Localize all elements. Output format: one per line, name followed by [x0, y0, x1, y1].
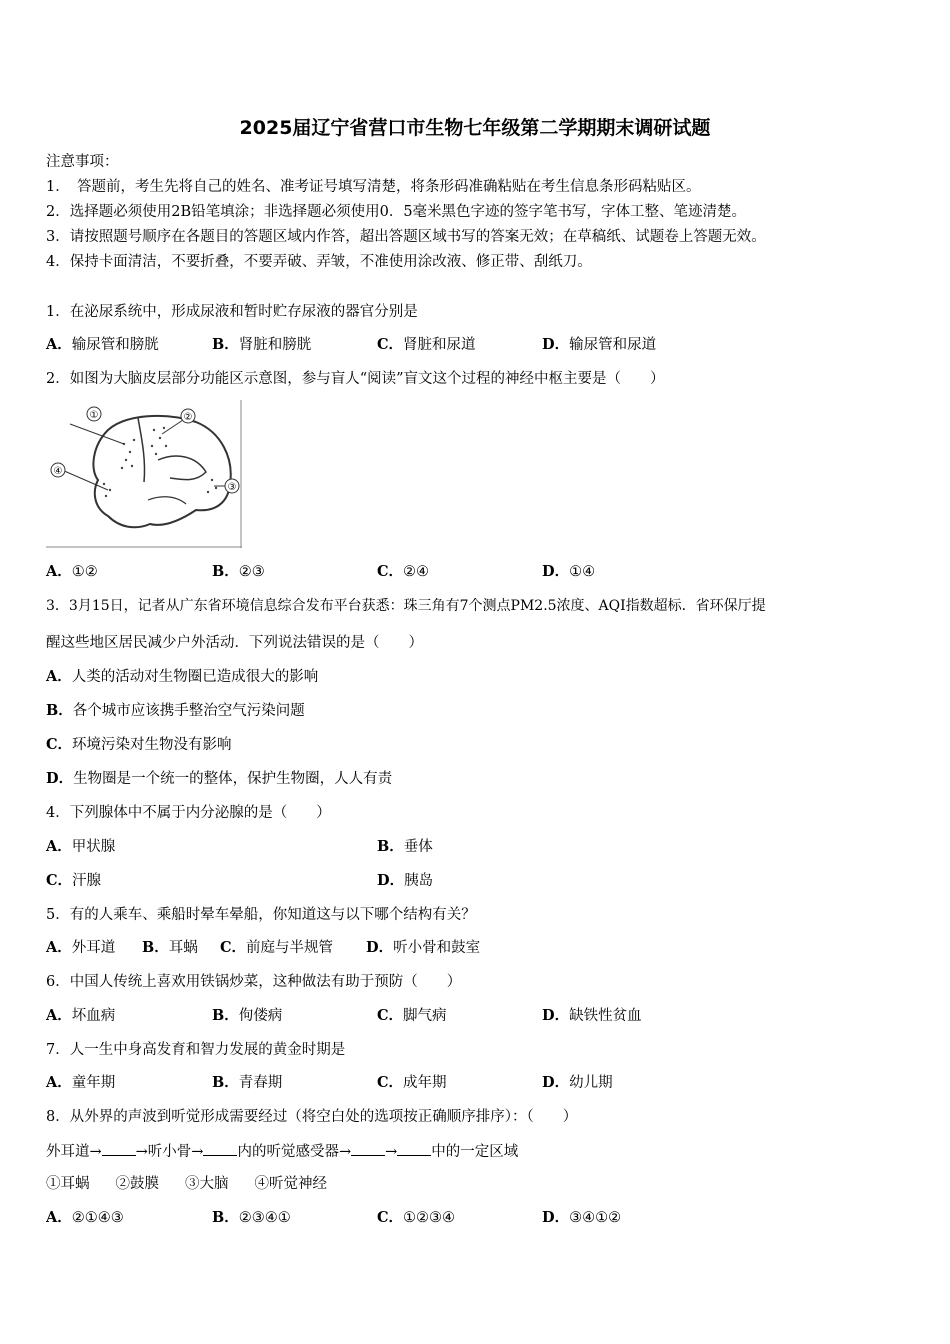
option-text: 肾脏和膀胱 — [238, 337, 312, 353]
q2-option-a[interactable] — [46, 562, 98, 582]
option-letter: A． — [46, 838, 72, 855]
option-letter: A． — [46, 1007, 72, 1024]
option-letter: A． — [46, 668, 72, 685]
q3-option-c[interactable] — [46, 735, 232, 755]
q3-stem-line-2: 醒这些地区居民减少户外活动．下列说法错误的是（ ） — [46, 635, 423, 651]
q6-option-a[interactable] — [46, 1006, 115, 1026]
option-letter: B． — [142, 939, 169, 956]
q5-option-b[interactable] — [142, 938, 198, 958]
option-text: 肾脏和尿道 — [403, 337, 476, 353]
notice-heading: 注意事项： — [46, 154, 119, 170]
option-letter: C． — [377, 1074, 404, 1091]
exam-title: 2025届辽宁省营口市生物七年级第二学期期末调研试题 — [239, 117, 711, 139]
option-letter: C． — [377, 1007, 404, 1024]
option-letter: D． — [542, 1074, 570, 1091]
option-text: 佝偻病 — [238, 1008, 283, 1024]
q4-option-b[interactable] — [377, 837, 433, 857]
option-letter: C． — [46, 872, 73, 889]
option-text: 成年期 — [403, 1075, 447, 1091]
option-text: 各个城市应该携手整治空气污染问题 — [72, 703, 305, 719]
q7-stem: 7．人一生中身高发育和智力发展的黄金时期是 — [46, 1042, 346, 1058]
q2-option-c[interactable] — [377, 562, 429, 582]
q3-option-d[interactable] — [46, 769, 392, 789]
notice-item-4: 4．保持卡面清洁，不要折叠，不要弄破、弄皱，不准使用涂改液、修正带、刮纸刀。 — [46, 254, 592, 270]
q3-option-b[interactable] — [46, 701, 305, 721]
seq-text: 中的一定区域 — [431, 1144, 519, 1160]
figure-label-4: ④ — [53, 466, 63, 477]
option-text: ②①④③ — [71, 1210, 124, 1226]
q1-option-d[interactable] — [542, 335, 656, 355]
q4-option-a[interactable] — [46, 837, 115, 857]
option-text: ②③ — [238, 564, 265, 580]
option-letter: B． — [212, 1007, 239, 1024]
option-letter: C． — [46, 736, 73, 753]
option-text: 耳蜗 — [168, 940, 198, 956]
option-text: 人类的活动对生物圈已造成很大的影响 — [71, 669, 319, 685]
q7-option-d[interactable] — [542, 1073, 613, 1093]
seq-text: 外耳道→ — [46, 1144, 102, 1160]
option-text: 前庭与半规管 — [246, 940, 334, 956]
q4-option-c[interactable] — [46, 871, 101, 891]
option-text: ③④①② — [569, 1210, 622, 1226]
option-text: 胰岛 — [404, 873, 434, 889]
q1-option-a[interactable] — [46, 335, 159, 355]
q8-stem: 8．从外界的声波到听觉形成需要经过（将空白处的选项按正确顺序排序）：（ ） — [46, 1109, 578, 1125]
option-text: ②③④① — [238, 1210, 291, 1226]
option-letter: A． — [46, 939, 72, 956]
choice-item: ④听觉神经 — [254, 1176, 327, 1192]
answer-blank[interactable] — [102, 1141, 136, 1156]
q5-option-d[interactable] — [366, 938, 480, 958]
option-letter: B． — [212, 563, 239, 580]
option-letter: A． — [46, 336, 72, 353]
q4-option-d[interactable] — [377, 871, 433, 891]
q6-stem: 6．中国人传统上喜欢用铁锅炒菜，这种做法有助于预防（ ） — [46, 974, 462, 990]
q3-stem-line-1: 3．3月15日，记者从广东省环境信息综合发布平台获悉：珠三角有7个测点PM2.5浓度、AQI指数超标．省环保厅提 — [46, 598, 766, 614]
answer-blank[interactable] — [397, 1141, 431, 1156]
q6-option-d[interactable] — [542, 1006, 642, 1026]
choice-item: ②鼓膜 — [115, 1176, 159, 1192]
option-text: ①②③④ — [403, 1210, 456, 1226]
q4-stem: 4．下列腺体中不属于内分泌腺的是（ ） — [46, 805, 331, 821]
option-text: ①② — [71, 564, 98, 580]
figure-label-1: ① — [89, 410, 99, 421]
q5-option-a[interactable] — [46, 938, 115, 958]
seq-text: 内的听觉感受器→ — [237, 1144, 352, 1160]
choice-item: ③大脑 — [185, 1176, 229, 1192]
option-text: ②④ — [403, 564, 430, 580]
q2-stem: 2．如图为大脑皮层部分功能区示意图，参与盲人“阅读”盲文这个过程的神经中枢主要是（ ） — [46, 371, 665, 387]
seq-text: →听小骨→ — [135, 1144, 204, 1160]
figure-label-3: ③ — [227, 482, 237, 493]
option-letter: D． — [46, 770, 74, 787]
q8-option-a[interactable] — [46, 1208, 124, 1228]
answer-blank[interactable] — [351, 1141, 385, 1156]
option-text: 缺铁性贫血 — [569, 1008, 642, 1024]
option-letter: B． — [212, 336, 239, 353]
q5-option-c[interactable] — [220, 938, 333, 958]
q7-option-b[interactable] — [212, 1073, 282, 1093]
option-text: ①④ — [569, 564, 596, 580]
option-text: 脚气病 — [403, 1008, 447, 1024]
seq-text: → — [385, 1144, 398, 1160]
q8-option-d[interactable] — [542, 1208, 621, 1228]
option-letter: B． — [377, 838, 404, 855]
option-text: 青春期 — [238, 1075, 283, 1091]
option-letter: D． — [542, 1209, 570, 1226]
q2-option-b[interactable] — [212, 562, 265, 582]
notice-item-2: 2．选择题必须使用2B铅笔填涂；非选择题必须使用0．5毫米黑色字迹的签字笔书写，字体工整、笔迹清楚。 — [46, 204, 747, 220]
q1-option-b[interactable] — [212, 335, 311, 355]
option-text: 外耳道 — [71, 940, 116, 956]
q1-option-c[interactable] — [377, 335, 476, 355]
option-text: 环境污染对生物没有影响 — [72, 737, 232, 753]
option-text: 垂体 — [403, 839, 433, 855]
option-text: 甲状腺 — [71, 839, 116, 855]
option-letter: C． — [220, 939, 247, 956]
option-text: 汗腺 — [72, 873, 102, 889]
option-text: 幼儿期 — [569, 1075, 613, 1091]
option-letter: C． — [377, 336, 404, 353]
q8-option-c[interactable] — [377, 1208, 455, 1228]
q7-option-c[interactable] — [377, 1073, 447, 1093]
q8-sequence — [46, 1141, 518, 1162]
figure-label-2: ② — [183, 412, 193, 423]
option-letter: D． — [542, 336, 570, 353]
option-letter: A． — [46, 563, 72, 580]
q8-option-b[interactable] — [212, 1208, 291, 1228]
q1-stem: 1．在泌尿系统中，形成尿液和暂时贮存尿液的器官分别是 — [46, 304, 418, 320]
option-text: 坏血病 — [71, 1008, 116, 1024]
q3-option-a[interactable] — [46, 667, 318, 687]
option-text: 听小骨和鼓室 — [393, 940, 481, 956]
option-letter: A． — [46, 1074, 72, 1091]
option-text: 输尿管和尿道 — [569, 337, 657, 353]
option-letter: D． — [542, 563, 570, 580]
option-letter: D． — [542, 1007, 570, 1024]
cerebral-cortex-figure — [46, 400, 242, 548]
option-letter: B． — [46, 702, 73, 719]
q6-option-b[interactable] — [212, 1006, 282, 1026]
q8-choices — [46, 1174, 327, 1194]
q5-stem: 5．有的人乘车、乘船时晕车晕船，你知道这与以下哪个结构有关？ — [46, 907, 476, 923]
option-text: 生物圈是一个统一的整体，保护生物圈，人人有责 — [73, 771, 393, 787]
q6-option-c[interactable] — [377, 1006, 447, 1026]
option-text: 输尿管和膀胱 — [71, 337, 159, 353]
option-letter: B． — [212, 1074, 239, 1091]
option-letter: C． — [377, 563, 404, 580]
option-letter: B． — [212, 1209, 239, 1226]
notice-item-1: 1． 答题前，考生先将自己的姓名、准考证号填写清楚，将条形码准确粘贴在考生信息条形码粘贴区。 — [46, 179, 701, 195]
option-letter: D． — [377, 872, 405, 889]
option-letter: C． — [377, 1209, 404, 1226]
q7-option-a[interactable] — [46, 1073, 115, 1093]
choice-item: ①耳蜗 — [46, 1176, 90, 1192]
option-text: 童年期 — [71, 1075, 116, 1091]
q2-option-d[interactable] — [542, 562, 595, 582]
option-letter: A． — [46, 1209, 72, 1226]
option-letter: D． — [366, 939, 394, 956]
answer-blank[interactable] — [203, 1141, 237, 1156]
notice-item-3: 3．请按照题号顺序在各题目的答题区域内作答，超出答题区域书写的答案无效；在草稿纸、试题卷上答题无效。 — [46, 229, 766, 245]
